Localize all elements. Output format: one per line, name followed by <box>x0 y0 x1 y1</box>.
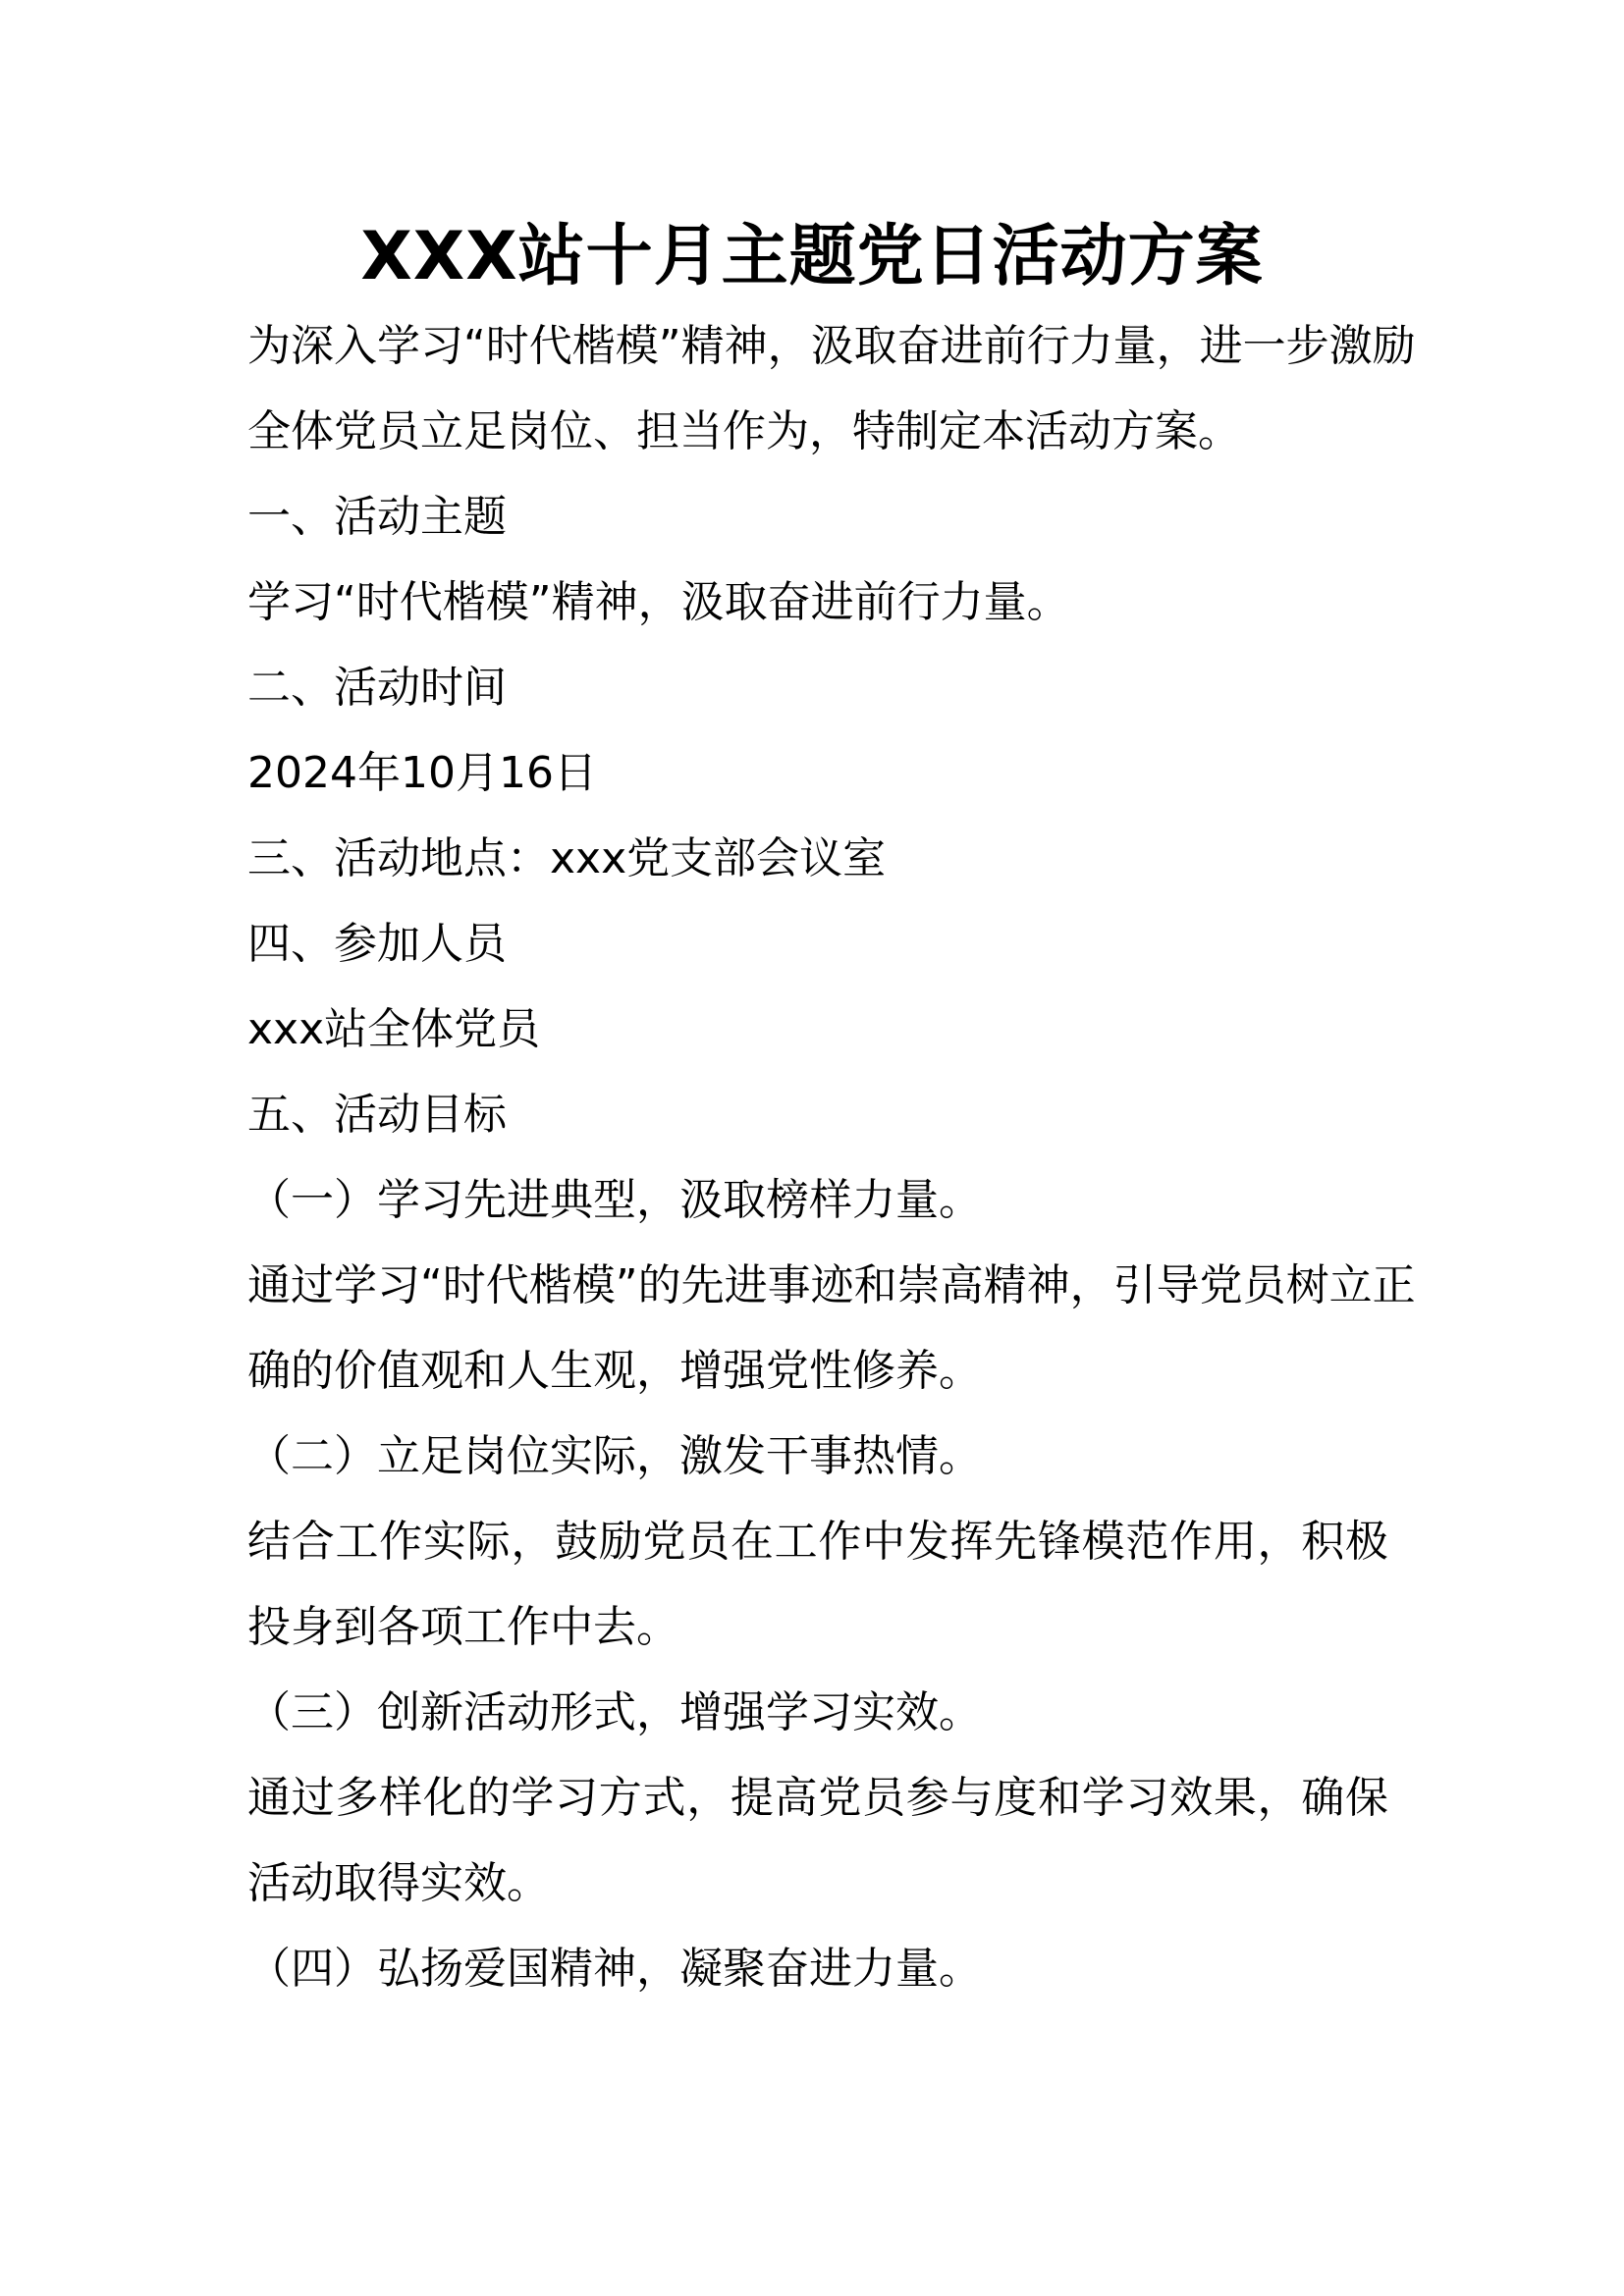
text-line: 2024年10月16日 <box>247 748 597 798</box>
document-body <box>247 303 1416 2011</box>
text-line: （二）立足岗位实际，激发干事热情。 <box>247 1431 982 1481</box>
text-line: （三）创新活动形式，增强学习实效。 <box>247 1687 982 1737</box>
text-line: （一）学习先进典型，汲取榜样力量。 <box>247 1175 982 1225</box>
text-line: 三、活动地点：xxx党支部会议室 <box>247 833 887 883</box>
text-line: 一、活动主题 <box>247 492 507 542</box>
text-line: 二、活动时间 <box>247 663 507 713</box>
text-line: 学习“时代楷模”精神，汲取奋进前行力量。 <box>247 577 1070 627</box>
text-line: 全体党员立足岗位、担当作为，特制定本活动方案。 <box>247 406 1241 456</box>
text-line: 五、活动目标 <box>247 1090 507 1140</box>
text-line: 结合工作实际，鼓励党员在工作中发挥先锋模范作用，积极 <box>247 1517 1388 1567</box>
text-line: （四）弘扬爱国精神，凝聚奋进力量。 <box>247 1944 982 1994</box>
text-line: 投身到各项工作中去。 <box>247 1602 679 1652</box>
text-line: 为深入学习“时代楷模”精神，汲取奋进前行力量，进一步激励 <box>247 321 1416 371</box>
text-line: xxx站全体党员 <box>247 1004 541 1054</box>
text-line: 通过学习“时代楷模”的先进事迹和崇高精神，引导党员树立正 <box>247 1260 1416 1310</box>
text-line: 四、参加人员 <box>247 919 507 969</box>
text-line: 确的价值观和人生观，增强党性修养。 <box>247 1346 982 1396</box>
document-title: XXX站十月主题党日活动方案 <box>360 218 1264 295</box>
text-line: 通过多样化的学习方式，提高党员参与度和学习效果，确保 <box>247 1773 1388 1823</box>
text-line: 活动取得实效。 <box>247 1858 550 1908</box>
